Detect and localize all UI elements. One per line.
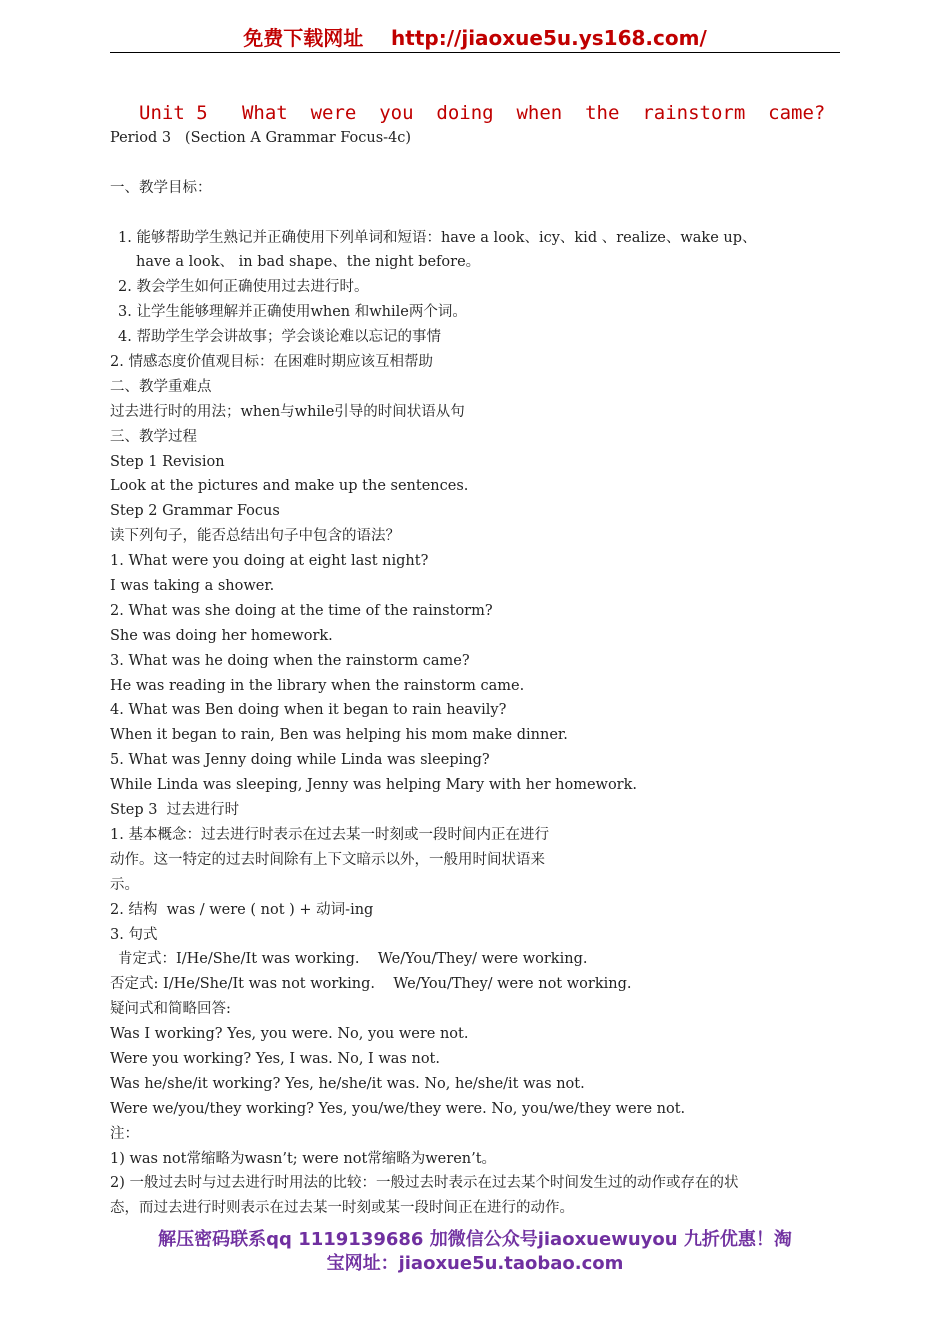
text-line: 否定式: I/He/She/It was not working. We/You/They/ were not working. bbox=[110, 976, 632, 993]
text-line: Look at the pictures and make up the sentences. bbox=[110, 478, 469, 495]
objective-item-cont: have a look、 in bad shape、the night before。 bbox=[136, 254, 481, 271]
example-question: 3. What was he doing when the rainstorm came? bbox=[110, 652, 470, 669]
document-body bbox=[110, 126, 850, 1221]
blank-line bbox=[110, 151, 850, 176]
period-line: Period 3 (Section A Grammar Focus-4c) bbox=[110, 130, 412, 146]
objective-item: 1. 能够帮助学生熟记并正确使用下列单词和短语：have a look、icy、kid 、realize、wake up、 bbox=[118, 229, 757, 246]
blank-line bbox=[110, 201, 850, 226]
objective-item: 3. 让学生能够理解并正确使用when 和while两个词。 bbox=[118, 304, 467, 321]
step-heading: Step 3 过去进行时 bbox=[110, 802, 240, 819]
note-item-cont: 态，而过去进行时则表示在过去某一时刻或某一段时间正在进行的动作。 bbox=[110, 1200, 574, 1217]
footer-line: 解压密码联系qq 1119139686 加微信公众号jiaoxuewuyou 九折优惠！淘 bbox=[158, 1229, 792, 1250]
header-divider bbox=[110, 52, 840, 53]
text-line: 动作。这一特定的过去时间除有上下文暗示以外，一般用时间状语来 bbox=[110, 851, 545, 868]
section-heading: 二、教学重难点 bbox=[110, 378, 212, 395]
objective-item: 2. 情感态度价值观目标：在困难时期应该互相帮助 bbox=[110, 354, 433, 371]
text-line: 2. 结构 was / were ( not ) + 动词-ing bbox=[110, 901, 374, 918]
footer-line: 宝网址：jiaoxue5u.taobao.com bbox=[326, 1253, 624, 1274]
example-question: 1. What were you doing at eight last night? bbox=[110, 553, 429, 570]
section-heading: 三、教学过程 bbox=[110, 428, 197, 445]
example-answer: She was doing her homework. bbox=[110, 627, 333, 644]
step-heading: Step 1 Revision bbox=[110, 453, 225, 470]
text-line: 过去进行时的用法；when与while引导的时间状语从句 bbox=[110, 403, 465, 420]
objective-item: 4. 帮助学生学会讲故事；学会谈论难以忘记的事情 bbox=[118, 329, 441, 346]
note-heading: 注： bbox=[110, 1125, 139, 1142]
text-line: 肯定式：I/He/She/It was working. We/You/They/ were working. bbox=[118, 951, 588, 968]
example-answer: When it began to rain, Ben was helping his mom make dinner. bbox=[110, 727, 568, 744]
text-line: 疑问式和简略回答: bbox=[110, 1001, 231, 1018]
example-question: 5. What was Jenny doing while Linda was sleeping? bbox=[110, 752, 490, 769]
note-item: 1) was not常缩略为wasn’t; were not常缩略为weren’t。 bbox=[110, 1150, 497, 1167]
text-line: 3. 句式 bbox=[110, 926, 158, 943]
section-heading: 一、教学目标： bbox=[110, 179, 212, 196]
document-title: Unit 5 What were you doing when the rainstorm came? bbox=[139, 102, 826, 124]
example-question: 4. What was Ben doing when it began to rain heavily? bbox=[110, 702, 507, 719]
text-line: 读下列句子，能否总结出句子中包含的语法？ bbox=[110, 528, 400, 545]
text-line: Were we/you/they working? Yes, you/we/they were. No, you/we/they were not. bbox=[110, 1100, 686, 1117]
example-answer: He was reading in the library when the rainstorm came. bbox=[110, 677, 525, 694]
example-question: 2. What was she doing at the time of the rainstorm? bbox=[110, 602, 493, 619]
text-line: Was I working? Yes, you were. No, you were not. bbox=[110, 1026, 469, 1043]
text-line: Were you working? Yes, I was. No, I was not. bbox=[110, 1050, 440, 1067]
text-line: 示。 bbox=[110, 876, 139, 893]
example-answer: I was taking a shower. bbox=[110, 578, 275, 595]
note-item: 2) 一般过去时与过去进行时用法的比较：一般过去时表示在过去某个时间发生过的动作或存在的状 bbox=[110, 1175, 739, 1192]
footer-banner bbox=[0, 1228, 950, 1276]
header-banner: 免费下载网址 http://jiaoxue5u.ys168.com/ bbox=[243, 26, 707, 50]
text-line: 1. 基本概念：过去进行时表示在过去某一时刻或一段时间内正在进行 bbox=[110, 826, 549, 843]
text-line: Was he/she/it working? Yes, he/she/it was. No, he/she/it was not. bbox=[110, 1075, 585, 1092]
example-answer: While Linda was sleeping, Jenny was helping Mary with her homework. bbox=[110, 777, 638, 794]
step-heading: Step 2 Grammar Focus bbox=[110, 503, 280, 520]
objective-item: 2. 教会学生如何正确使用过去进行时。 bbox=[118, 279, 369, 296]
